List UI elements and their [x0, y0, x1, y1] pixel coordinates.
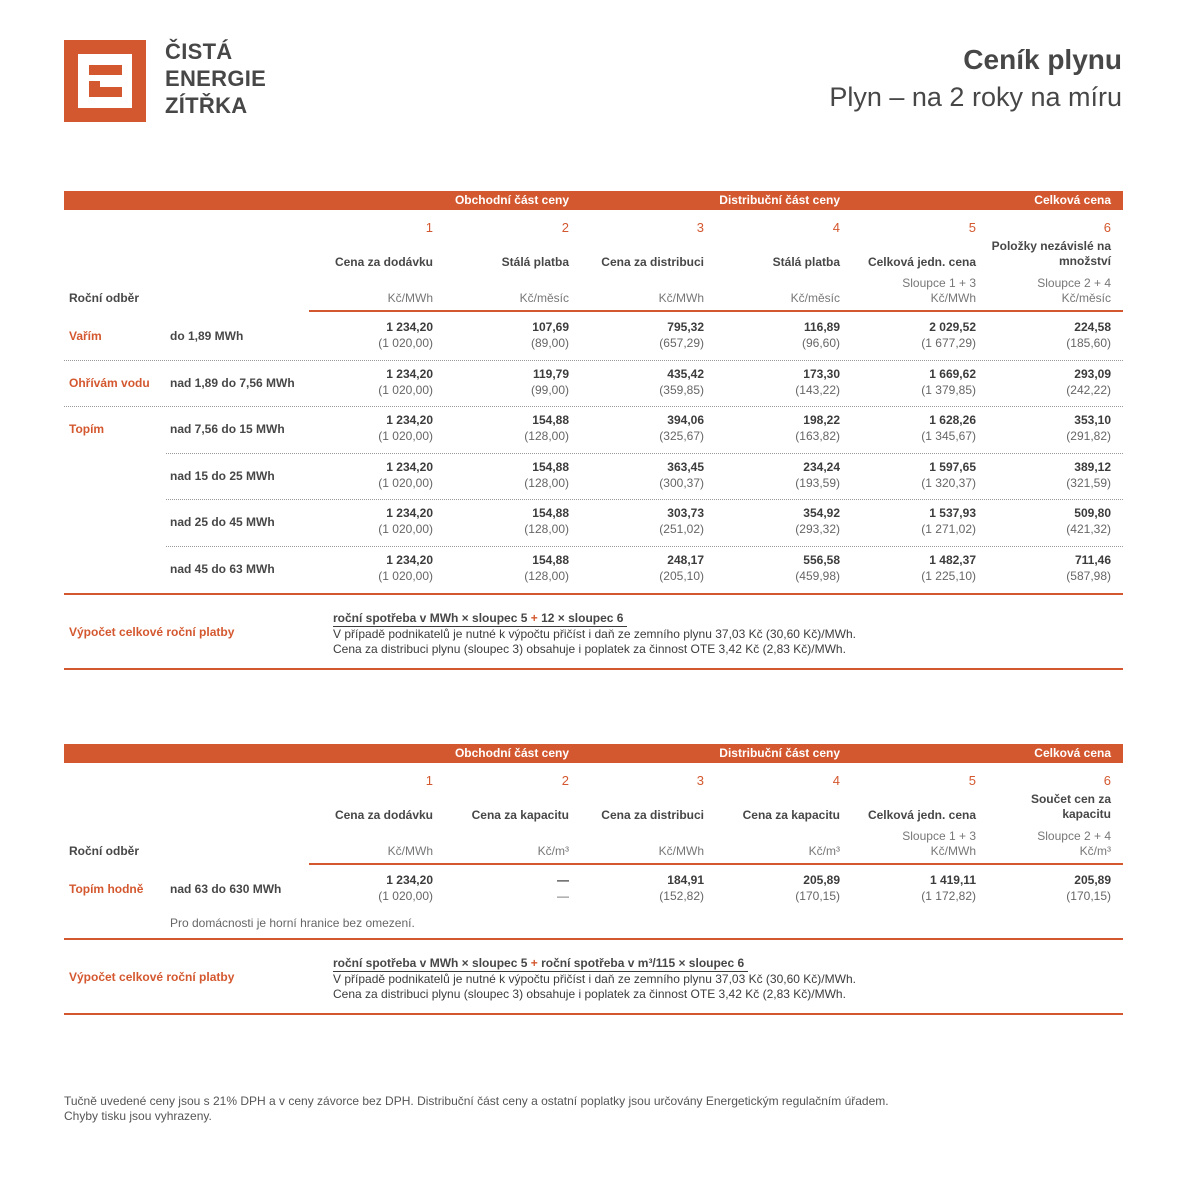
- price-with-vat: —: [557, 873, 569, 887]
- price-without-vat: (89,00): [530, 336, 569, 350]
- column-header: Cena za dodávku: [334, 255, 433, 269]
- price-cell: [313, 319, 433, 351]
- price-without-vat: —: [557, 889, 569, 903]
- price-with-vat: 1 234,20: [386, 413, 433, 428]
- column-unit: Kč/MWh: [930, 291, 976, 305]
- column-unit: Kč/MWh: [658, 291, 704, 305]
- column-header: Celková jedn. cena: [867, 255, 976, 269]
- formula-plus: +: [530, 610, 538, 625]
- page-header: [829, 42, 1122, 116]
- price-with-vat: 1 234,20: [386, 506, 433, 521]
- column-header: Cena za dodávku: [334, 808, 433, 822]
- column-number: 5: [968, 220, 976, 235]
- price-with-vat: 556,58: [803, 553, 840, 567]
- price-cell: [584, 505, 704, 537]
- row-range: nad 25 do 45 MWh: [170, 515, 275, 530]
- price-cell: [313, 872, 433, 904]
- price-cell: [449, 319, 569, 351]
- price-without-vat: (300,37): [659, 475, 704, 490]
- price-without-vat: (1 020,00): [378, 429, 433, 444]
- price-without-vat: (152,82): [659, 889, 704, 903]
- column-header: Součet cen za kapacitu: [1030, 792, 1111, 821]
- price-with-vat: 198,22: [803, 413, 840, 428]
- price-with-vat: 248,17: [667, 553, 704, 567]
- column-sublabel: Sloupce 1 + 3: [902, 276, 976, 290]
- column-number: 4: [832, 773, 840, 788]
- column-number: 1: [425, 220, 433, 235]
- band-business: Obchodní část ceny: [454, 193, 569, 207]
- price-with-vat: 154,88: [532, 459, 569, 474]
- column-number: 2: [561, 773, 569, 788]
- column-unit: Kč/MWh: [387, 844, 433, 858]
- price-with-vat: 353,10: [1074, 413, 1111, 428]
- header-rule: [309, 863, 1123, 865]
- logo-mark: [64, 40, 146, 122]
- price-with-vat: 234,24: [803, 459, 840, 474]
- price-with-vat: 1 234,20: [386, 553, 433, 567]
- price-without-vat: (587,98): [1066, 569, 1111, 583]
- table-bottom-rule: [64, 1013, 1123, 1015]
- price-with-vat: 154,88: [532, 413, 569, 428]
- column-header: Cena za kapacitu: [742, 808, 840, 822]
- price-cell: [313, 412, 433, 444]
- price-cell: [991, 366, 1111, 398]
- column-unit: Kč/MWh: [658, 844, 704, 858]
- price-with-vat: 1 234,20: [386, 873, 433, 887]
- row-range: nad 45 do 63 MWh: [170, 562, 275, 576]
- price-with-vat: 711,46: [1074, 553, 1111, 567]
- price-cell: [584, 552, 704, 584]
- price-cell: [313, 459, 433, 491]
- price-without-vat: (293,32): [795, 522, 840, 537]
- band-total: Celková cena: [1034, 746, 1111, 760]
- price-without-vat: (163,82): [795, 429, 840, 444]
- price-with-vat: 224,58: [1074, 320, 1111, 334]
- section-rule: [64, 593, 1123, 595]
- band-distribution: Distribuční část ceny: [719, 746, 840, 760]
- column-header: Cena za distribuci: [601, 808, 704, 822]
- cez-e-logo-icon: [78, 54, 132, 108]
- table-bottom-rule: [64, 668, 1123, 670]
- price-without-vat: (459,98): [795, 569, 840, 583]
- price-with-vat: 1 482,37: [929, 553, 976, 567]
- price-with-vat: 1 597,65: [929, 459, 976, 474]
- band-total: Celková cena: [1034, 193, 1111, 207]
- price-cell: [584, 319, 704, 351]
- column-number: 6: [1103, 220, 1111, 235]
- price-cell: [856, 319, 976, 351]
- price-cell: [449, 412, 569, 444]
- price-without-vat: (1 320,37): [921, 475, 976, 490]
- column-sublabel: Sloupce 1 + 3: [902, 829, 976, 843]
- column-number: 1: [425, 773, 433, 788]
- row-divider: [166, 453, 1123, 454]
- row-range: nad 1,89 do 7,56 MWh: [170, 375, 295, 390]
- price-with-vat: 173,30: [803, 366, 840, 381]
- section-band: [64, 744, 1123, 763]
- column-number: 4: [832, 220, 840, 235]
- price-cell: [449, 459, 569, 491]
- price-with-vat: 154,88: [532, 506, 569, 521]
- page-title: Ceník plynu: [963, 44, 1122, 75]
- formula-main: [333, 611, 627, 627]
- section-band: [64, 191, 1123, 210]
- price-without-vat: (170,15): [795, 889, 840, 903]
- price-cell: [720, 459, 840, 491]
- price-with-vat: 1 234,20: [386, 366, 433, 381]
- price-without-vat: (1 271,02): [921, 522, 976, 537]
- calc-label: Výpočet celkové roční platby: [69, 624, 235, 639]
- row-range: do 1,89 MWh: [170, 329, 244, 343]
- price-without-vat: (128,00): [524, 522, 569, 537]
- formula-plus: +: [530, 956, 538, 970]
- price-cell: [991, 872, 1111, 904]
- column-header: Stálá platba: [772, 255, 840, 269]
- section-rule: [64, 938, 1123, 940]
- brand-line: ENERGIE: [165, 66, 267, 91]
- column-unit: Kč/m³: [1079, 844, 1111, 858]
- header-rule: [309, 310, 1123, 312]
- column-header: Cena za kapacitu: [471, 808, 569, 822]
- household-note: Pro domácnosti je horní hranice bez omezení.: [170, 916, 415, 930]
- price-cell: [449, 505, 569, 537]
- price-without-vat: (96,60): [801, 336, 840, 350]
- row-label-header: Roční odběr: [69, 291, 140, 305]
- price-with-vat: 354,92: [803, 506, 840, 521]
- column-number: 3: [696, 773, 704, 788]
- price-cell: [991, 412, 1111, 444]
- price-without-vat: (325,67): [659, 429, 704, 444]
- row-range: nad 7,56 do 15 MWh: [170, 422, 285, 437]
- price-with-vat: 1 234,20: [386, 320, 433, 334]
- column-unit: Kč/měsíc: [790, 291, 840, 305]
- column-unit: Kč/m³: [808, 844, 840, 858]
- price-with-vat: 795,32: [667, 320, 704, 334]
- price-with-vat: 509,80: [1074, 506, 1111, 521]
- row-divider: [166, 499, 1123, 500]
- calc-formula: [333, 956, 856, 1002]
- price-without-vat: (128,00): [524, 569, 569, 583]
- price-without-vat: (359,85): [659, 382, 704, 397]
- brand-name: [165, 38, 266, 119]
- price-cell: [991, 505, 1111, 537]
- column-header: Stálá platba: [501, 255, 569, 269]
- footer-line: Chyby tisku jsou vyhrazeny.: [64, 1109, 212, 1123]
- price-cell: [313, 505, 433, 537]
- price-without-vat: (1 020,00): [378, 382, 433, 397]
- formula-main: [333, 956, 748, 972]
- column-unit: Kč/měsíc: [1061, 291, 1111, 305]
- price-cell: [720, 319, 840, 351]
- formula-note: Cena za distribuci plynu (sloupec 3) obsahuje i poplatek za činnost OTE 3,42 Kč (2,83 Kč)/MWh.: [333, 987, 846, 1001]
- formula-part-a: roční spotřeba v MWh × sloupec 5: [333, 956, 528, 970]
- calc-label: Výpočet celkové roční platby: [69, 970, 235, 984]
- price-without-vat: (242,22): [1066, 382, 1111, 397]
- column-unit: Kč/m³: [537, 844, 569, 858]
- price-with-vat: 1 537,93: [929, 506, 976, 521]
- page-subtitle: Plyn – na 2 roky na míru: [829, 82, 1122, 112]
- price-cell: [720, 505, 840, 537]
- column-number: 5: [968, 773, 976, 788]
- column-header: Položky nezávislé na množství: [991, 239, 1111, 268]
- price-cell: [720, 872, 840, 904]
- formula-part-b: 12 × sloupec 6: [541, 610, 624, 625]
- price-without-vat: (251,02): [659, 522, 704, 537]
- price-with-vat: 154,88: [532, 553, 569, 567]
- band-distribution: Distribuční část ceny: [719, 193, 840, 207]
- column-sublabel: Sloupce 2 + 4: [1037, 276, 1111, 290]
- column-unit: Kč/měsíc: [519, 291, 569, 305]
- price-with-vat: 1 234,20: [386, 459, 433, 474]
- price-cell: [584, 872, 704, 904]
- price-cell: [449, 872, 569, 904]
- price-cell: [720, 366, 840, 398]
- footer-note: [64, 1094, 889, 1124]
- price-cell: [584, 412, 704, 444]
- price-without-vat: (291,82): [1066, 429, 1111, 444]
- brand-line: ČISTÁ: [165, 39, 233, 64]
- price-without-vat: (1 020,00): [378, 336, 433, 350]
- price-cell: [856, 459, 976, 491]
- price-cell: [449, 552, 569, 584]
- price-cell: [313, 366, 433, 398]
- price-cell: [856, 872, 976, 904]
- formula-note: V případě podnikatelů je nutné k výpočtu přičíst i daň ze zemního plynu 37,03 Kč (30,60 Kč)/MWh.: [333, 972, 856, 986]
- price-with-vat: 435,42: [667, 366, 704, 381]
- price-cell: [720, 552, 840, 584]
- column-unit: Kč/MWh: [930, 844, 976, 858]
- price-without-vat: (1 345,67): [921, 429, 976, 444]
- price-without-vat: (1 379,85): [921, 382, 976, 397]
- price-with-vat: 1 669,62: [929, 366, 976, 381]
- brand-line: ZÍTŘKA: [165, 93, 248, 118]
- row-divider: [64, 360, 1123, 361]
- price-with-vat: 389,12: [1074, 459, 1111, 474]
- price-without-vat: (205,10): [659, 569, 704, 583]
- price-cell: [856, 552, 976, 584]
- row-label-header: Roční odběr: [69, 844, 140, 858]
- row-category: Ohřívám vodu: [69, 375, 150, 390]
- price-with-vat: 1 419,11: [929, 873, 976, 887]
- price-cell: [449, 366, 569, 398]
- formula-note: Cena za distribuci plynu (sloupec 3) obsahuje i poplatek za činnost OTE 3,42 Kč (2,83 Kč)/MWh.: [333, 641, 846, 656]
- price-without-vat: (421,32): [1066, 522, 1111, 537]
- price-cell: [856, 366, 976, 398]
- price-without-vat: (321,59): [1066, 475, 1111, 490]
- footer-line: Tučně uvedené ceny jsou s 21% DPH a v ceny závorce bez DPH. Distribuční část ceny a ostatní poplatky jsou určovány Energetickým regulačním úřadem.: [64, 1094, 889, 1108]
- row-category: Topím: [69, 422, 105, 437]
- price-with-vat: 1 628,26: [929, 413, 976, 428]
- price-without-vat: (1 020,00): [378, 475, 433, 490]
- price-without-vat: (185,60): [1066, 336, 1111, 350]
- formula-note: V případě podnikatelů je nutné k výpočtu přičíst i daň ze zemního plynu 37,03 Kč (30,60 Kč)/MWh.: [333, 626, 856, 641]
- column-number: 3: [696, 220, 704, 235]
- price-without-vat: (143,22): [795, 382, 840, 397]
- row-divider: [166, 546, 1123, 547]
- formula-part-b: roční spotřeba v m³/115 × sloupec 6: [541, 956, 745, 970]
- column-unit: Kč/MWh: [387, 291, 433, 305]
- price-without-vat: (193,59): [795, 475, 840, 490]
- price-with-vat: 107,69: [532, 320, 569, 334]
- price-with-vat: 205,89: [803, 873, 840, 887]
- price-without-vat: (1 172,82): [921, 889, 976, 903]
- price-without-vat: (170,15): [1066, 889, 1111, 903]
- price-cell: [991, 552, 1111, 584]
- price-cell: [856, 412, 976, 444]
- price-without-vat: (1 225,10): [921, 569, 976, 583]
- price-cell: [991, 319, 1111, 351]
- price-cell: [584, 459, 704, 491]
- formula-part-a: roční spotřeba v MWh × sloupec 5: [333, 610, 528, 625]
- price-with-vat: 116,89: [803, 320, 840, 334]
- calc-formula: [333, 611, 856, 657]
- price-without-vat: (1 020,00): [378, 569, 433, 583]
- column-number: 2: [561, 220, 569, 235]
- column-number: 6: [1103, 773, 1111, 788]
- price-without-vat: (128,00): [524, 475, 569, 490]
- column-header: Celková jedn. cena: [867, 808, 976, 822]
- row-category: Vařím: [69, 329, 102, 343]
- column-sublabel: Sloupce 2 + 4: [1037, 829, 1111, 843]
- band-business: Obchodní část ceny: [454, 746, 569, 760]
- price-with-vat: 303,73: [667, 506, 704, 521]
- price-with-vat: 394,06: [667, 413, 704, 428]
- column-header: Cena za distribuci: [601, 255, 704, 269]
- price-cell: [991, 459, 1111, 491]
- price-cell: [313, 552, 433, 584]
- row-divider: [64, 406, 1123, 407]
- price-cell: [584, 366, 704, 398]
- price-without-vat: (99,00): [530, 382, 569, 397]
- price-without-vat: (1 020,00): [378, 889, 433, 903]
- row-range: nad 15 do 25 MWh: [170, 468, 275, 483]
- price-with-vat: 293,09: [1074, 366, 1111, 381]
- price-with-vat: 2 029,52: [929, 320, 976, 334]
- price-with-vat: 363,45: [667, 459, 704, 474]
- price-without-vat: (1 020,00): [378, 522, 433, 537]
- row-range: nad 63 do 630 MWh: [170, 882, 282, 896]
- price-with-vat: 184,91: [667, 873, 704, 887]
- price-cell: [720, 412, 840, 444]
- price-cell: [856, 505, 976, 537]
- price-with-vat: 205,89: [1074, 873, 1111, 887]
- price-without-vat: (657,29): [659, 336, 704, 350]
- row-category: Topím hodně: [69, 882, 144, 896]
- price-without-vat: (1 677,29): [921, 336, 976, 350]
- price-without-vat: (128,00): [524, 429, 569, 444]
- price-with-vat: 119,79: [532, 366, 569, 381]
